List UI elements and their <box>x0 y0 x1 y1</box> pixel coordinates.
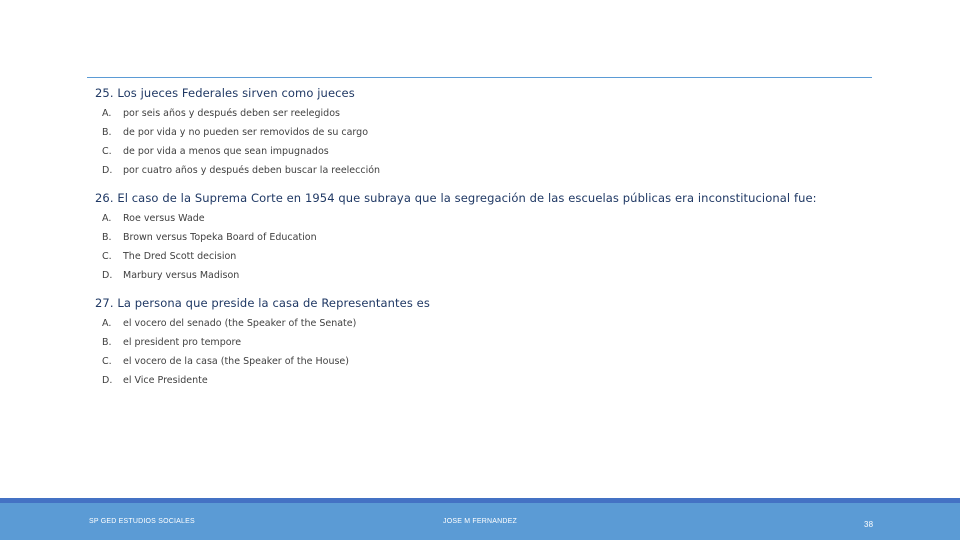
option-letter: C. <box>102 146 112 157</box>
option-text: Roe versus Wade <box>123 213 205 224</box>
question-25-option-b <box>95 123 895 142</box>
question-25-option-a <box>95 104 895 123</box>
question-26-option-a <box>95 209 895 228</box>
question-27-option-c <box>95 352 895 371</box>
question-27-option-d <box>95 371 895 390</box>
option-letter: D. <box>102 165 113 176</box>
option-letter: A. <box>102 213 112 224</box>
question-25-option-d <box>95 161 895 180</box>
option-text: por seis años y después deben ser reelegidos <box>123 108 340 119</box>
footer-author: JOSE M FERNANDEZ <box>443 518 517 525</box>
option-letter: A. <box>102 108 112 119</box>
question-27-title: 27. La persona que preside la casa de Representantes es <box>95 296 430 310</box>
option-letter: A. <box>102 318 112 329</box>
option-text: de por vida a menos que sean impugnados <box>123 146 329 157</box>
question-26-option-d <box>95 266 895 285</box>
question-27 <box>95 296 895 390</box>
question-25-option-c <box>95 142 895 161</box>
question-25-title: 25. Los jueces Federales sirven como jueces <box>95 86 355 100</box>
option-text: el Vice Presidente <box>123 375 208 386</box>
option-text: de por vida y no pueden ser removidos de su cargo <box>123 127 369 138</box>
option-letter: D. <box>102 375 113 386</box>
question-27-options <box>95 314 895 390</box>
question-27-option-b <box>95 333 895 352</box>
question-27-option-a <box>95 314 895 333</box>
question-26-option-b <box>95 228 895 247</box>
question-26-option-c <box>95 247 895 266</box>
question-26-options <box>95 209 895 285</box>
option-text: The Dred Scott decision <box>123 251 237 262</box>
option-letter: C. <box>102 251 112 262</box>
footer-course-label: SP GED ESTUDIOS SOCIALES <box>89 518 195 525</box>
option-text: el vocero del senado (the Speaker of the Senate) <box>123 318 357 329</box>
option-text: el vocero de la casa (the Speaker of the House) <box>123 356 349 367</box>
option-letter: B. <box>102 127 112 138</box>
question-26 <box>95 191 895 285</box>
question-25 <box>95 86 895 180</box>
option-text: Brown versus Topeka Board of Education <box>123 232 317 243</box>
option-letter: B. <box>102 337 112 348</box>
question-25-options <box>95 104 895 180</box>
page-number: 38 <box>864 520 874 529</box>
option-letter: B. <box>102 232 112 243</box>
option-letter: C. <box>102 356 112 367</box>
footer <box>0 503 960 540</box>
top-divider <box>87 77 872 78</box>
option-letter: D. <box>102 270 113 281</box>
option-text: el president pro tempore <box>123 337 242 348</box>
option-text: Marbury versus Madison <box>123 270 240 281</box>
question-26-title: 26. El caso de la Suprema Corte en 1954 que subraya que la segregación de las escuelas públicas era inconstitucional fue: <box>95 191 817 205</box>
option-text: por cuatro años y después deben buscar la reelección <box>123 165 381 176</box>
